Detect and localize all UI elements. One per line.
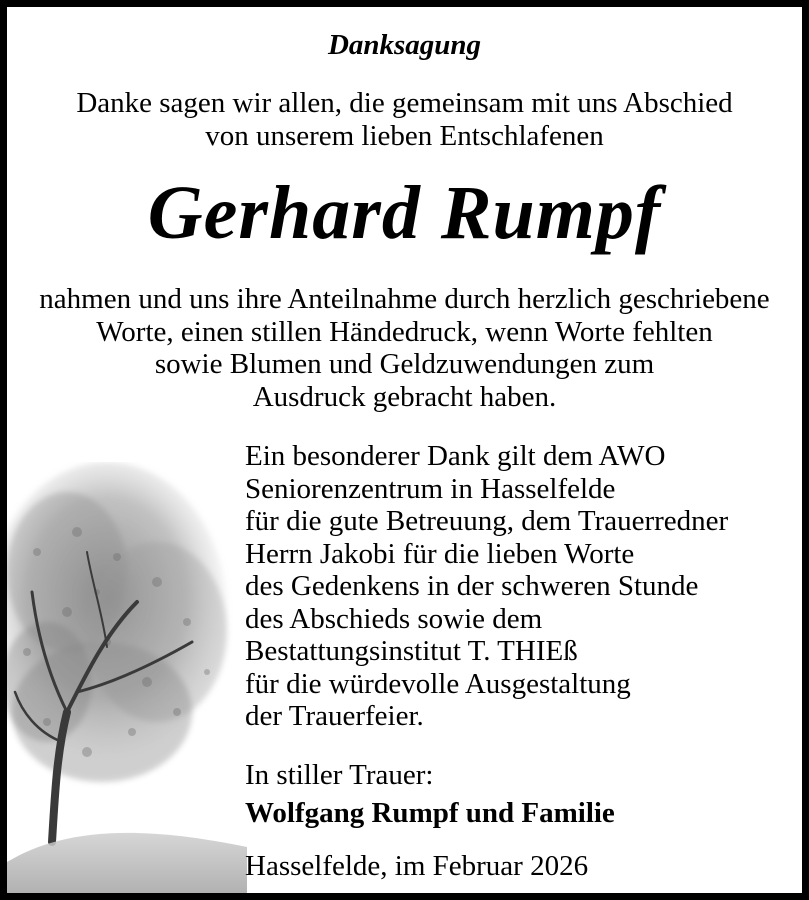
special-thanks-line: Seniorenzentrum in Hasselfelde [245, 472, 616, 505]
intro-line: von unserem lieben Entschlafenen [205, 120, 604, 152]
intro-line: Danke sagen wir allen, die gemeinsam mit uns Abschied [76, 87, 733, 119]
thanks-line: Ausdruck gebracht haben. [252, 380, 557, 413]
special-thanks-line: Ein besonderer Dank gilt dem AWO [245, 440, 666, 472]
heading: Danksagung [327, 29, 482, 61]
place-date: Hasselfelde, im Februar 2026 [245, 850, 589, 882]
special-thanks-line: des Abschieds sowie dem [245, 602, 543, 635]
special-thanks-line: Herrn Jakobi für die lieben Worte [245, 537, 635, 570]
thanks-line: Worte, einen stillen Händedruck, wenn Worte fehlten [96, 315, 713, 348]
special-thanks-line: des Gedenkens in der schweren Stunde [245, 570, 699, 602]
special-thanks-text [245, 440, 728, 733]
closing-block [245, 759, 615, 829]
family-signature: Wolfgang Rumpf und Familie [245, 797, 615, 829]
special-thanks-line: der Trauerfeier. [245, 700, 424, 732]
intro-text [7, 87, 802, 153]
deceased-name: Gerhard Rumpf [147, 171, 662, 255]
tree-icon [7, 462, 247, 900]
special-thanks-line: Bestattungsinstitut T. THIEß [245, 635, 578, 667]
thanks-line: sowie Blumen und Geldzuwendungen zum [154, 348, 655, 380]
special-thanks-line: für die gute Betreuung, dem Trauerredner [245, 505, 729, 537]
closing-label: In stiller Trauer: [245, 759, 434, 791]
thanks-text [7, 283, 802, 413]
special-thanks-line: für die würdevolle Ausgestaltung [245, 667, 631, 700]
thanks-line: nahmen und uns ihre Anteilnahme durch herzlich geschriebene [39, 283, 770, 315]
